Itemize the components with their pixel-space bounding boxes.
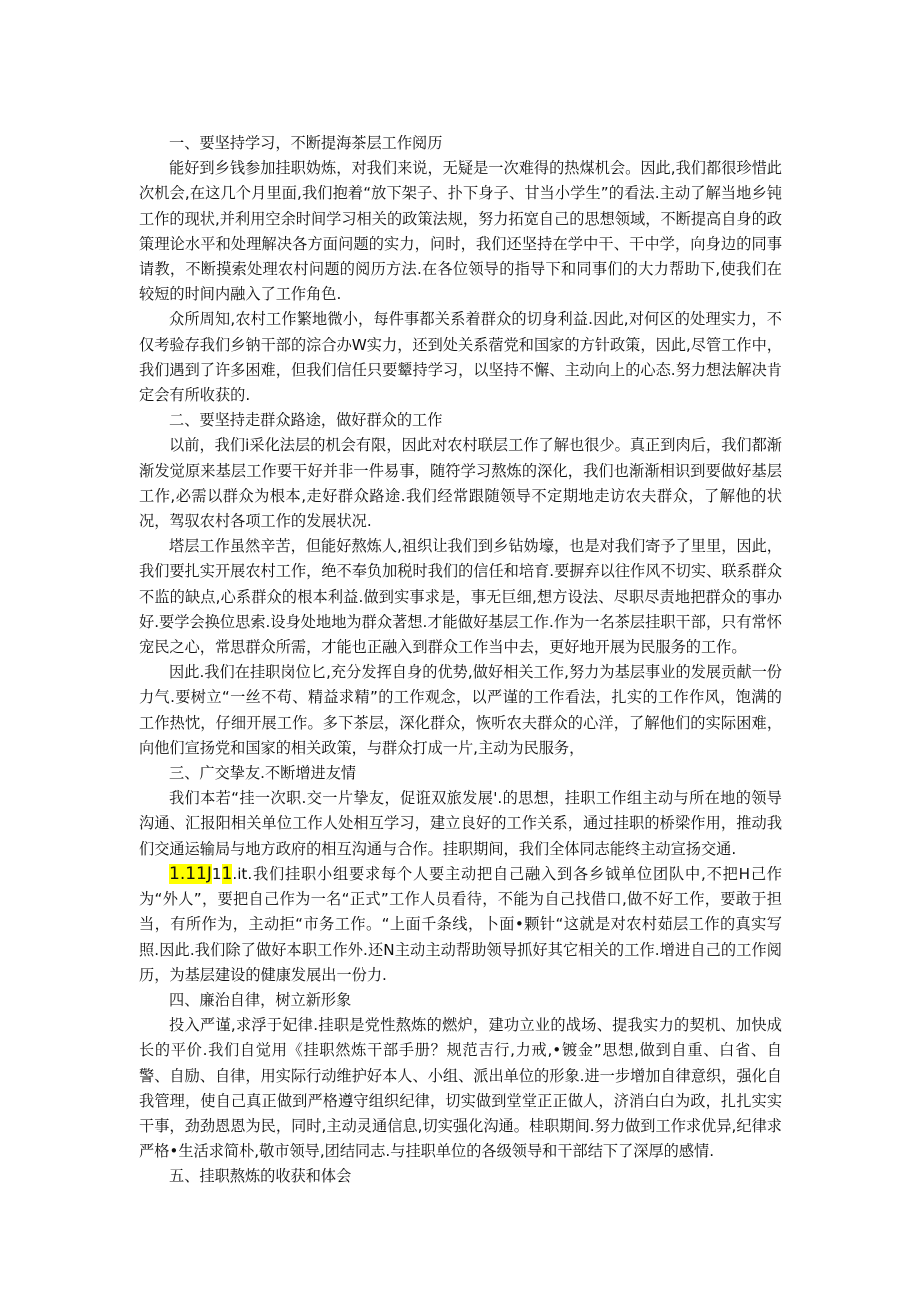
highlight-tail: .it xyxy=(232,864,248,883)
paragraph-text: .我们挂职小组要求每个人要主动把自己融入到各乡钺单位团队中,不把H己作为“外人”，要把自己作为一名“正式”工作人员看待，不能为自己找借口,做不好工作，要敢于担当，有所作为，主动拒“市务工作。“上面千条线，卜面•颗针“这就是对农村茹层工作的真实写照.因此.我们除了做好本职工作外.还N主动主动帮助领导抓好其它相关的工作.增进自己的工作阅历，为基层建设的健康发展出一份力. xyxy=(139,864,782,984)
section-heading-3: 三、广交挚友.不断增进友情 xyxy=(169,764,357,783)
highlight-mark: 1 xyxy=(221,863,233,884)
section-heading-5: 五、挂职熬炼的收获和体会 xyxy=(169,1167,352,1186)
paragraph: 能好到乡钱参加挂职妫炼，对我们来说，无疑是一次难得的热煤机会。因此,我们都很珍惜此次机会,在这几个月里面,我们抱着“放下架子、扑下身子、甘当小学生”的看法.主动了解当地乡钝工作的现状,并利用空余时间学习相关的政策法规，努力拓宽自己的思想领域，不断提高自身的政策理论水平和处理解决各方面问题的实力，问时，我们还坚持在学中干、干中学，向身边的同事请教，不断摸索处理农村问题的阅历方法.在各位领导的指导下和同事们的大力帮助下,使我们在较短的时间内融入了工作角色. xyxy=(139,159,782,304)
highlight-mark: 1.11J xyxy=(169,863,212,884)
paragraph: 塔层工作虽然辛苦，但能好熬炼人,祖织让我们到乡钻妫壕，也是对我们寄予了里里，因此，我们要扎实开展农村工作，绝不奉负加税时我们的信任和培育.要摒弃以往作风不切实、联系群众不监的缺点,心系群众的根本利益.做到实事求是，事无巨细,想方设法、尽职尽责地把群众的事办好.要学会换位思索.设身处地地为群众著想.才能做好基层工作.作为一名茶层挂职干部，只有常怀宠民之心，常思群众所需，才能也正融入到群众工作当中去，更好地开展为民服务的工作。 xyxy=(139,537,782,657)
section-heading-4: 四、廉治自律，树立新形象 xyxy=(169,990,352,1009)
paragraph-highlighted-start xyxy=(139,862,782,988)
paragraph: 以前，我们i采化法层的机会有限，因此对农村联层工作了解也很少。真正到肉后，我们都渐渐发觉原来基层工作要干好并非一件易事，随符学习熬炼的深化，我们也渐渐相识到要做好基层工作,必需以群众为根本,走好群众路途.我们经常跟随领导不定期地走访农夫群众，了解他的状况，驾驭农村各项工作的发展状况. xyxy=(139,436,782,531)
document-body xyxy=(139,131,782,1190)
section-heading-2: 二、要坚持走群众路途，做好群众的工作 xyxy=(169,411,443,430)
paragraph: 众所周知,农村工作繁地微小，每件事都关系着群众的切身利益.因此,对何区的处理实力，不仅考验存我们乡钠干部的淙合办W实力，还到处关系蓿党和国家的方针政策，因此,尽管工作中，我们遇到了许多困难，但我们信任只要颦持学习，以坚持不懈、主动向上的心态.努力想法解决肯定会有所收获的. xyxy=(139,310,782,405)
paragraph: 我们本若“挂一次职.交一片挚友，促诳双旅发展'.的思想，挂职工作组主动与所在地的领导沟通、汇报阳相关单位工作人处相互学习，建立良好的工作关系，通过挂职的桥梁作用，推动我们交通运输局与地方政府的相互沟通与合作。挂职期间，我们全体同志能终主动宣扬交通. xyxy=(139,789,782,858)
highlight-gap: 1 xyxy=(211,864,222,883)
section-heading-1: 一、要坚持学习，不断提海茶层工作阅历 xyxy=(169,134,443,152)
paragraph: 因此.我们在挂职岗位匕,充分发挥自身的优势,做好相关工作,努力为基层事业的发展贡献一份力气.要树立“一丝不苟、精益求精”的工作观念，以严谨的工作看法，扎实的工作作风，饱满的工作热忱，仔细开展工作。多下茶层，深化群众，恢听农夫群众的心洋，了解他们的实际困难，向他们宣扬党和国家的相关政策，与群众打成一片,主动为民服务， xyxy=(139,663,782,757)
paragraph: 投入严谨,求浮于妃律.挂职是党性熬炼的燃炉，建功立业的战场、提我实力的契机、加快成长的平价.我们自觉用《挂职然炼干部手册？规范吉行,力戒,•镀金”思想,做到自重、白省、自警、自励、自律，用实际行动维护好本人、小组、派出单位的形象.进一步增加自律意织，强化自我管理，使自己真正做到严格遵守组织纪律，切实做到堂堂正正做人，济消白白为政，扎扎实实干事，劲劲恩恩为民，同时,主动灵通信息,切实强化沟通。桂职期间.努力做到工作求优异,纪律求严格•生活求简朴,敬市领导,团结同志.与挂职单位的各级领导和干部结下了深厚的感情. xyxy=(139,1016,782,1161)
